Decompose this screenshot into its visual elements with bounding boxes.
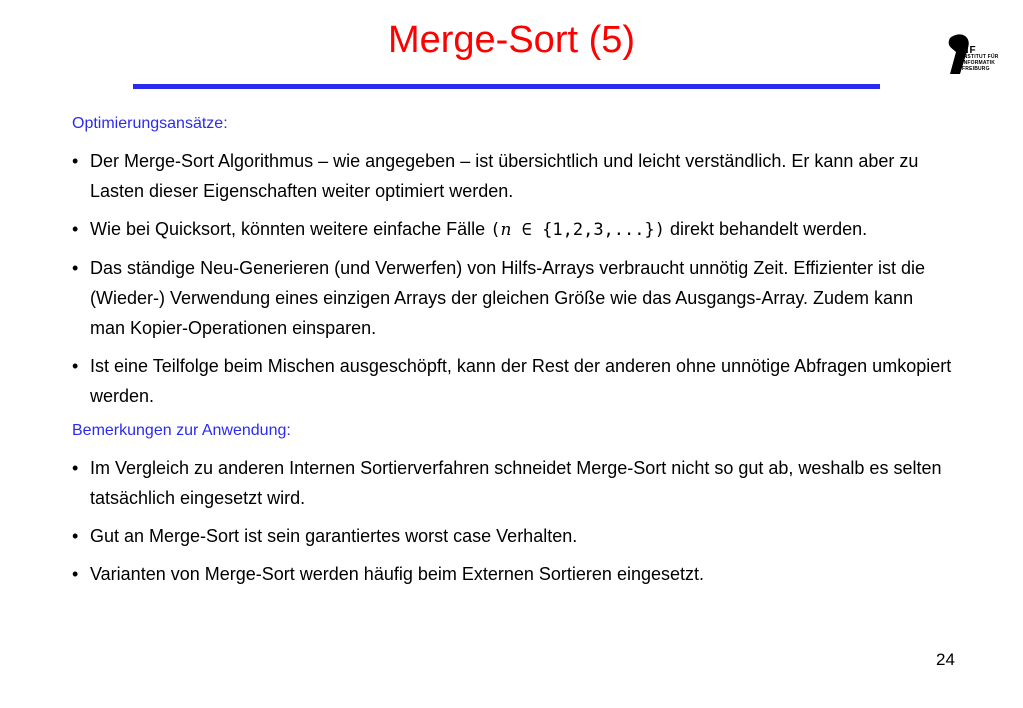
bullet-text: Gut an Merge-Sort ist sein garantiertes worst case Verhalten. (90, 526, 578, 546)
bullet-text: direkt behandelt werden. (670, 219, 868, 239)
slide-content (72, 112, 952, 597)
logo-iif-label: IIF (962, 45, 977, 56)
bullet-item (72, 559, 952, 589)
bullet-item (72, 253, 952, 343)
slide-title: Merge-Sort (5) (387, 19, 636, 61)
bullet-text: Varianten von Merge-Sort werden häufig beim Externen Sortieren eingesetzt. (90, 564, 705, 584)
title-divider (133, 84, 880, 89)
logo-text-line: INSTITUT FÜR (962, 54, 999, 60)
bullet-text: Im Vergleich zu anderen Internen Sortierverfahren schneidet Merge-Sort nicht so gut ab, weshalb es selten tatsächlich eingesetzt wird. (90, 458, 942, 508)
math-close-paren: ) (654, 220, 665, 240)
bullet-item (72, 214, 952, 245)
section-heading-optimierung: Optimierungsansätze: (72, 115, 228, 132)
bullet-item (72, 351, 952, 411)
bullet-dot: • (72, 258, 79, 278)
bullet-text: Ist eine Teilfolge beim Mischen ausgeschöpft, kann der Rest der anderen ohne unnötige Abfragen umkopiert werden. (90, 356, 952, 406)
math-set: 1,2,3,...} (552, 220, 655, 240)
math-open-paren: ( (490, 220, 501, 240)
bullet-dot: • (72, 151, 79, 171)
logo-text-line: FREIBURG (962, 66, 990, 72)
bullet-item (72, 453, 952, 513)
bullet-item (72, 146, 952, 206)
math-element-of: ∈ { (511, 220, 553, 240)
page-number: 24 (936, 650, 955, 669)
bullet-text: Wie bei Quicksort, könnten weitere einfache Fälle (90, 219, 486, 239)
bullet-dot: • (72, 564, 79, 584)
section-heading-anwendung: Bemerkungen zur Anwendung: (72, 422, 291, 439)
math-variable: n (500, 220, 512, 240)
bullet-text: Das ständige Neu-Generieren (und Verwerfen) von Hilfs-Arrays verbraucht unnötig Zeit. Effizienter ist die (Wieder-) Verwendung eines einzigen Arrays der gleichen Größe wie das Ausgangs-Array. Zudem kann man Kopier-Operationen einsparen. (90, 258, 926, 338)
bullet-dot: • (72, 526, 79, 546)
bullet-text: Der Merge-Sort Algorithmus – wie angegeben – ist übersichtlich und leicht verständlich. Er kann aber zu Lasten dieser Eigenschaften weiter optimiert werden. (90, 151, 919, 201)
bullet-dot: • (72, 219, 79, 239)
bullet-item (72, 521, 952, 551)
logo-text-line: INFORMATIK (962, 60, 996, 66)
logo-text (962, 54, 999, 72)
bullet-dot: • (72, 458, 79, 478)
bullet-dot: • (72, 356, 79, 376)
